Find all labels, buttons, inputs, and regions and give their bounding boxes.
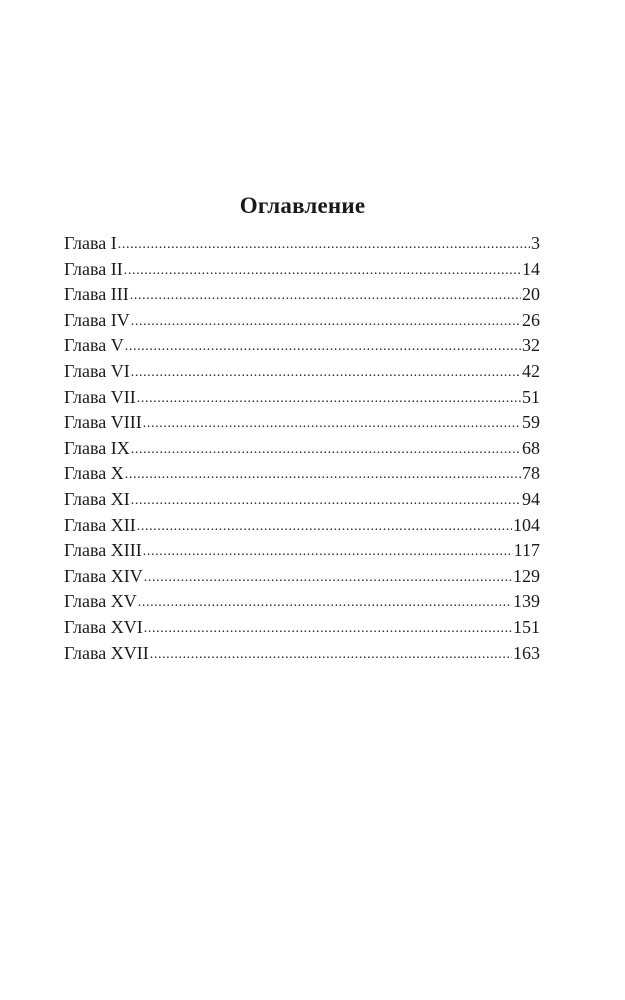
- toc-entry: [64, 487, 540, 513]
- toc-entry: [64, 359, 540, 385]
- toc-entry-label: Глава XV: [64, 591, 137, 612]
- toc-entry: [64, 385, 540, 411]
- toc-dot-leader: [144, 563, 512, 591]
- toc-entry-page: 20: [522, 284, 540, 305]
- toc-entry: [64, 333, 540, 359]
- toc-entry-page: 129: [513, 565, 540, 586]
- toc-dot-leader: [143, 537, 513, 565]
- toc-entry-label: Глава III: [64, 284, 129, 305]
- toc-dot-leader: [130, 281, 521, 309]
- toc-entry-label: Глава XI: [64, 488, 130, 509]
- toc-dot-leader: [150, 640, 512, 668]
- toc-dot-leader: [118, 230, 530, 258]
- toc-entry: [64, 231, 540, 257]
- toc-entry-page: 139: [513, 591, 540, 612]
- toc-entry-label: Глава XIV: [64, 565, 143, 586]
- toc-list: [64, 231, 540, 666]
- toc-entry-label: Глава VII: [64, 386, 136, 407]
- toc-entry-page: 117: [513, 540, 540, 561]
- toc-entry-label: Глава VIII: [64, 412, 142, 433]
- toc-dot-leader: [131, 358, 521, 386]
- toc-entry-label: Глава II: [64, 258, 123, 279]
- toc-entry: [64, 308, 540, 334]
- toc-entry-label: Глава VI: [64, 360, 130, 381]
- toc-dot-leader: [131, 435, 521, 463]
- toc-entry-page: 3: [531, 233, 540, 253]
- toc-entry: [64, 282, 540, 308]
- toc-dot-leader: [144, 614, 512, 642]
- toc-entry-page: 14: [522, 258, 540, 279]
- toc-entry-label: Глава I: [64, 233, 117, 253]
- toc-entry-page: 42: [522, 360, 540, 381]
- toc-entry-page: 78: [522, 463, 540, 484]
- toc-entry: [64, 538, 540, 564]
- toc-dot-leader: [131, 307, 521, 335]
- toc-entry: [64, 436, 540, 462]
- toc-dot-leader: [124, 256, 521, 284]
- toc-entry: [64, 564, 540, 590]
- toc-dot-leader: [131, 486, 521, 514]
- toc-dot-leader: [125, 460, 521, 488]
- toc-entry: [64, 641, 540, 667]
- toc-entry-page: 51: [522, 386, 540, 407]
- toc-dot-leader: [137, 512, 512, 540]
- toc-entry: [64, 589, 540, 615]
- toc-entry: [64, 615, 540, 641]
- toc-entry-page: 94: [522, 488, 540, 509]
- toc-title: Оглавление: [239, 193, 366, 218]
- toc-entry: [64, 513, 540, 539]
- toc-entry-label: Глава XIII: [64, 540, 142, 561]
- toc-dot-leader: [125, 332, 521, 360]
- toc-entry-page: 104: [513, 514, 540, 535]
- toc-entry-page: 163: [513, 642, 540, 663]
- toc-entry-label: Глава XVI: [64, 616, 143, 637]
- toc-entry: [64, 461, 540, 487]
- toc-entry-label: Глава IX: [64, 437, 130, 458]
- toc-entry-page: 151: [513, 616, 540, 637]
- toc-entry-page: 68: [522, 437, 540, 458]
- toc-entry-page: 32: [522, 335, 540, 356]
- toc-entry-label: Глава V: [64, 335, 124, 356]
- toc-entry-label: Глава X: [64, 463, 124, 484]
- toc-entry-label: Глава XVII: [64, 642, 149, 663]
- toc-entry: [64, 410, 540, 436]
- toc-entry-label: Глава XII: [64, 514, 136, 535]
- toc-dot-leader: [138, 588, 512, 616]
- toc-entry: [64, 257, 540, 283]
- toc-entry-page: 26: [522, 309, 540, 330]
- toc-dot-leader: [143, 409, 521, 437]
- toc-entry-label: Глава IV: [64, 309, 130, 330]
- toc-entry-page: 59: [522, 412, 540, 433]
- toc-dot-leader: [137, 384, 521, 412]
